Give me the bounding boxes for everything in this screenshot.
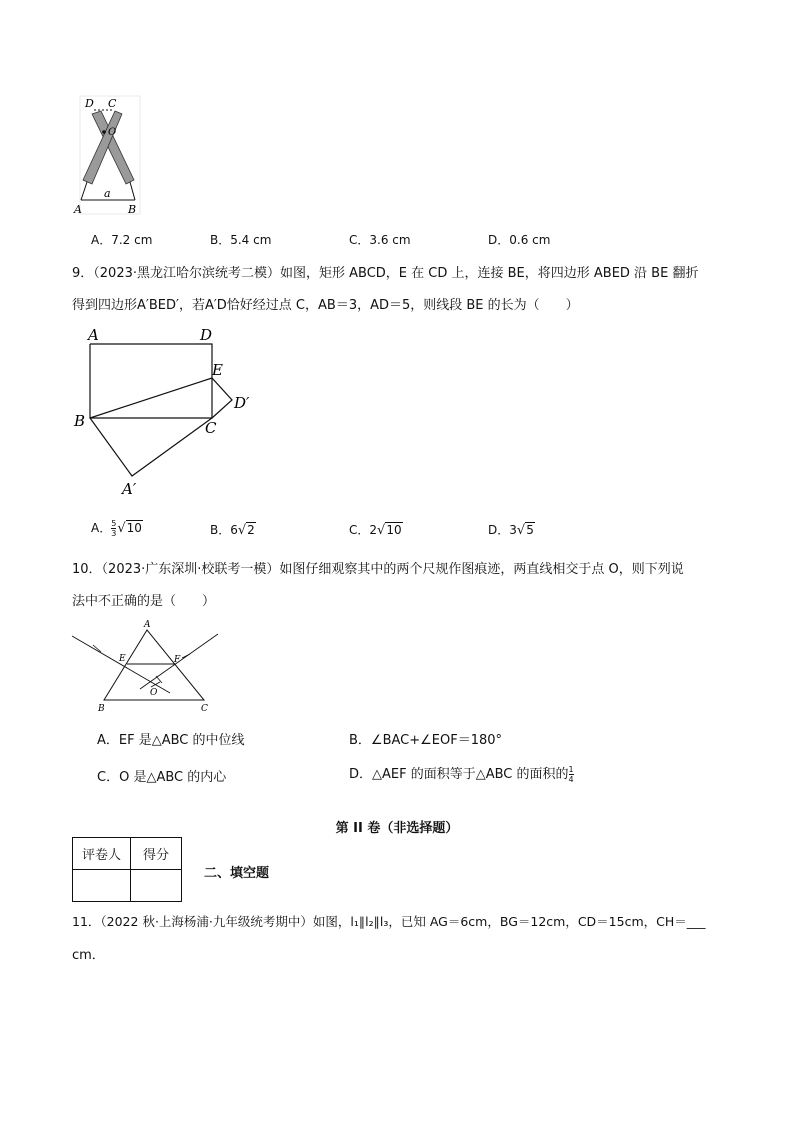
score-table	[72, 837, 182, 902]
q10-option-c[interactable]: C．O 是△ABC 的内心	[97, 770, 227, 785]
sqrt-icon: √	[377, 523, 386, 538]
option-prefix: D．3	[488, 523, 517, 537]
label-A: A	[88, 326, 99, 344]
q9-option-d[interactable]	[488, 521, 535, 538]
label-E: E	[119, 654, 126, 664]
label-a: a	[104, 187, 111, 200]
label-O: O	[150, 688, 158, 698]
q11-stem-line1: 11．（2022 秋·上海杨浦·九年级统考期中）如图，l₁∥l₂∥l₃，已知 AG＝6cm，BG＝12cm，CD＝15cm，CH＝___	[72, 914, 706, 929]
option-text: D．△AEF 的面积等于△ABC 的面积的	[349, 767, 569, 782]
label-C: C	[201, 704, 208, 714]
compass-figure	[68, 92, 148, 218]
option-prefix: C．2	[349, 523, 378, 537]
section-title: 第 II 卷（非选择题）	[335, 821, 459, 836]
sqrt-icon: √	[117, 521, 126, 536]
q8-option-c[interactable]: C．3.6 cm	[349, 233, 411, 247]
q11-stem-line2: cm．	[72, 948, 105, 963]
radicand: 10	[126, 521, 142, 535]
fraction-denominator: 3	[111, 529, 117, 538]
option-prefix: A．	[91, 521, 112, 535]
label-B: B	[74, 412, 86, 430]
label-F: F	[174, 655, 181, 665]
q10-option-b[interactable]: B．∠BAC+∠EOF＝180°	[349, 733, 503, 748]
q9-stem-line2: 得到四边形A′BED′，若A′D恰好经过点 C，AB＝3，AD＝5，则线段 BE 的长为（ ）	[72, 298, 579, 313]
fraction-denominator: 4	[568, 775, 574, 784]
score-table-cell-score[interactable]	[131, 870, 182, 902]
score-table-cell-grader[interactable]	[73, 870, 131, 902]
q10-option-a[interactable]: A．EF 是△ABC 的中位线	[97, 733, 245, 748]
label-A: A	[74, 203, 82, 216]
radicand: 2	[247, 523, 255, 537]
q9-option-b[interactable]	[210, 521, 256, 538]
fraction-numerator: 1	[568, 765, 574, 774]
label-C: C	[108, 97, 117, 110]
label-D: D	[200, 326, 213, 344]
rectangle-fold-figure	[72, 322, 272, 502]
label-O: O	[108, 127, 117, 138]
q9-option-c[interactable]	[349, 521, 403, 538]
sqrt-icon: √	[516, 523, 526, 538]
label-B: B	[128, 203, 137, 216]
label-A-prime: A′	[122, 480, 137, 498]
radicand: 10	[386, 523, 402, 537]
q8-option-a[interactable]: A．7.2 cm	[91, 233, 153, 247]
label-E: E	[212, 361, 223, 379]
q9-stem-line1: 9．（2023·黑龙江哈尔滨统考二模）如图，矩形 ABCD，E 在 CD 上，连接 BE，将四边形 ABED 沿 BE 翻折	[72, 266, 699, 281]
section-heading: 二、填空题	[204, 866, 270, 881]
label-B: B	[98, 704, 105, 714]
label-D-prime: D′	[234, 394, 250, 412]
triangle-construction-figure	[70, 616, 220, 716]
label-D: D	[85, 97, 94, 110]
q8-option-b[interactable]: B．5.4 cm	[210, 233, 272, 247]
fraction-numerator: 5	[111, 519, 117, 528]
label-A: A	[144, 620, 151, 630]
score-table-header-grader: 评卷人	[73, 838, 131, 870]
q10-stem-line2: 法中不正确的是（ ）	[72, 594, 216, 609]
q9-option-a[interactable]	[91, 519, 143, 538]
radicand: 5	[526, 523, 534, 537]
q8-option-d[interactable]: D．0.6 cm	[488, 233, 551, 247]
q10-stem-line1: 10．（2023·广东深圳·校联考一模）如图仔细观察其中的两个尺规作图痕迹，两直线相交于点 O，则下列说	[72, 562, 684, 577]
q10-option-d[interactable]	[349, 763, 575, 784]
sqrt-icon: √	[237, 523, 247, 538]
label-C: C	[205, 419, 217, 437]
fraction	[111, 519, 116, 538]
fraction	[569, 765, 574, 784]
option-prefix: B．6	[210, 523, 238, 537]
score-table-header-score: 得分	[131, 838, 182, 870]
